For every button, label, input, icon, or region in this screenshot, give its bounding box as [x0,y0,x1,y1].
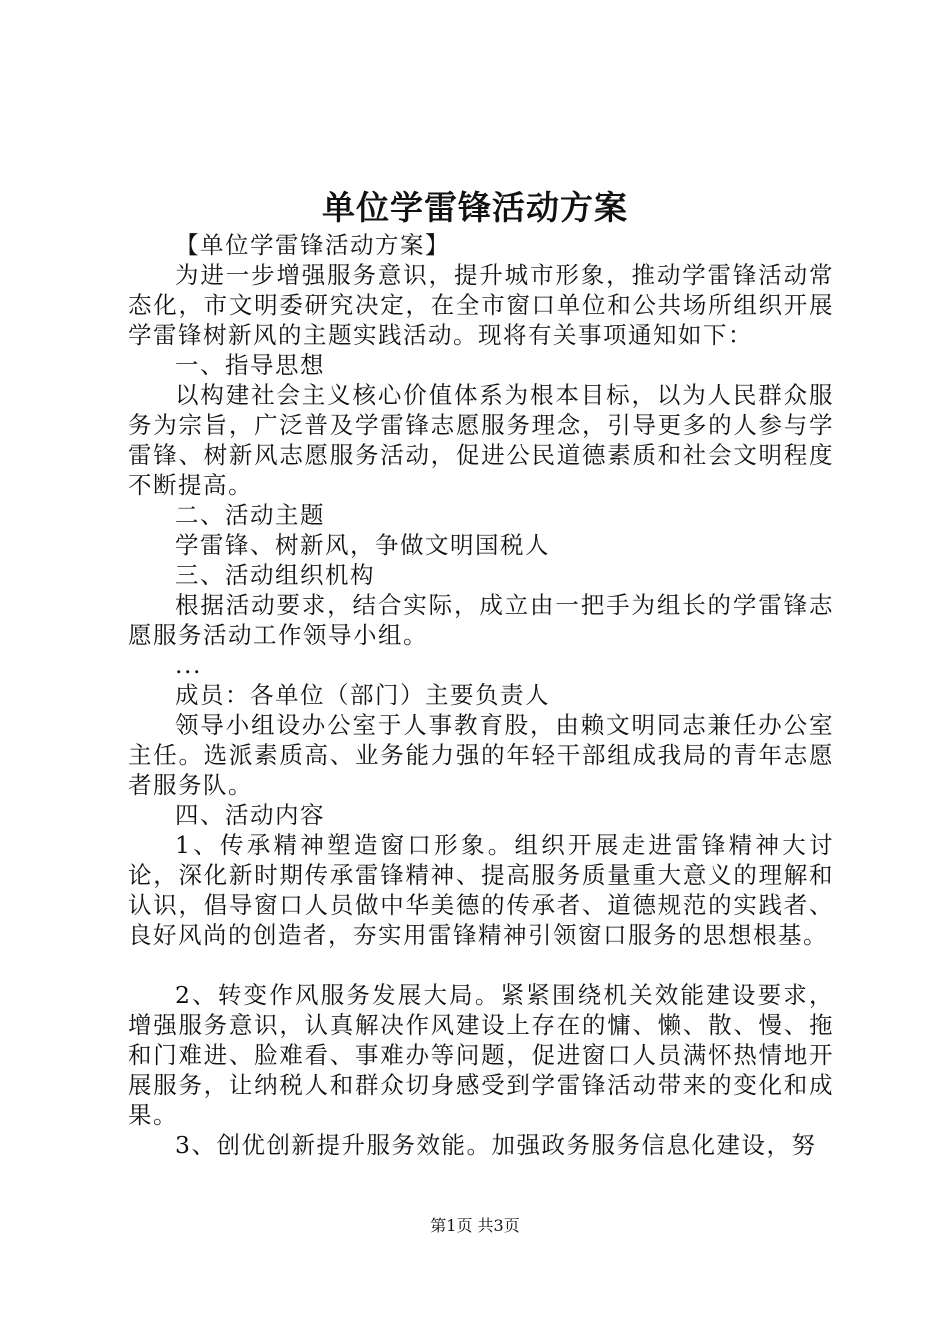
paragraph-content-item-3: 3、创优创新提升服务效能。加强政务服务信息化建设，努 [175,1131,817,1159]
paragraph-heading-bracket: 【单位学雷锋活动方案】 [175,231,450,259]
section-heading-organization: 三、活动组织机构 [175,561,375,589]
paragraph-intro: 为进一步增强服务意识，提升城市形象，推动学雷锋活动常态化，市文明委研究决定，在全市窗口单位和公共场所组织开展学雷锋树新风的主题实践活动。现将有关事项通知如下： [128,261,834,349]
section-heading-content: 四、活动内容 [175,801,325,829]
paragraph-organization: 根据活动要求，结合实际，成立由一把手为组长的学雷锋志愿服务活动工作领导小组。 [128,591,834,649]
document-body [128,230,834,1160]
section-heading-guiding-thought: 一、指导思想 [175,351,325,379]
paragraph-content-item-2: 2、转变作风服务发展大局。紧紧围绕机关效能建设要求，增强服务意识，认真解决作风建设上存在的慵、懒、散、慢、拖和门难进、脸难看、事难办等问题，促进窗口人员满怀热情地开展服务，让纳税人和群众切身感受到学雷锋活动带来的变化和成果。 [128,981,834,1129]
paragraph-content-item-1: 1、传承精神塑造窗口形象。组织开展走进雷锋精神大讨论，深化新时期传承雷锋精神、提高服务质量重大意义的理解和认识，倡导窗口人员做中华美德的传承者、道德规范的实践者、良好风尚的创造者，夯实用雷锋精神引领窗口服务的思想根基。 [128,831,834,949]
paragraph-members: 成员：各单位（部门）主要负责人 [175,681,550,709]
paragraph-blank-gap [128,950,834,980]
paragraph-ellipsis: ... [175,651,202,679]
section-heading-theme: 二、活动主题 [175,501,325,529]
page-footer: 第1页 共3页 [430,1216,520,1235]
document-title: 单位学雷锋活动方案 [322,188,628,227]
paragraph-theme: 学雷锋、树新风，争做文明国税人 [175,531,550,559]
paragraph-guiding-thought: 以构建社会主义核心价值体系为根本目标，以为人民群众服务为宗旨，广泛普及学雷锋志愿服务理念，引导更多的人参与学雷锋、树新风志愿服务活动，促进公民道德素质和社会文明程度不断提高。 [128,381,834,499]
paragraph-office: 领导小组设办公室于人事教育股，由赖文明同志兼任办公室主任。选派素质高、业务能力强的年轻干部组成我局的青年志愿者服务队。 [128,711,834,799]
